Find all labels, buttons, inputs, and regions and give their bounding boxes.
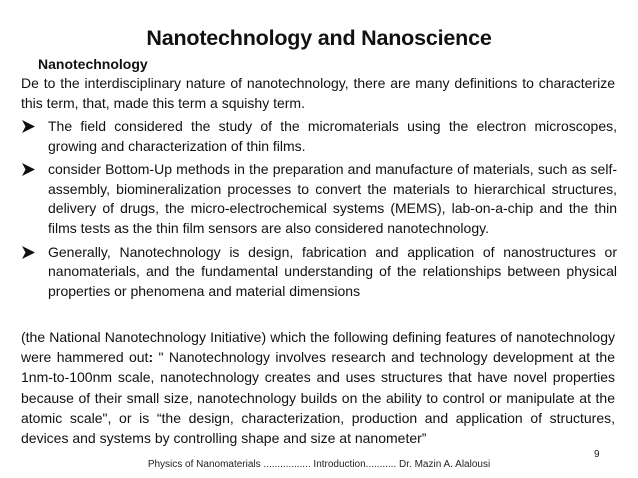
slide-title: Nanotechnology and Nanoscience: [146, 26, 492, 50]
page-number: 9: [594, 449, 600, 460]
bullet-list: [21, 117, 617, 305]
definition-paragraph: [21, 327, 615, 448]
definition-colon: :: [148, 349, 154, 366]
bullet-item: [21, 117, 617, 156]
definition-text-after: " Nanotechnology involves research and technology development at the 1nm-to-100nm scale, nanotechnology creates and uses structures that have novel properties because of their small size, nanotechnology builds on the ability to control or manipulate at the atomic scale", or is “the design, characterization, production and application of structures, devices and systems by controlling shape and size at nanometer”: [21, 349, 615, 447]
arrow-bullet-icon: [22, 120, 35, 133]
bullet-item: [21, 160, 617, 238]
intro-paragraph: De to the interdisciplinary nature of nanotechnology, there are many definitions to characterize this term, that, made this term a squishy term.: [21, 75, 615, 111]
section-heading: Nanotechnology: [38, 56, 148, 72]
footer-text: Physics of Nanomaterials ................. Introduction........... Dr. Mazin A. Alalousi: [147, 459, 491, 470]
arrow-bullet-icon: [22, 246, 35, 259]
bullet-text: The field considered the study of the micromaterials using the electron microscopes, growing and characterization of thin films.: [48, 118, 617, 154]
definition-text-before: (the National Nanotechnology Initiative) which the following defining features of nanotechnology were hammered out: [21, 329, 615, 366]
bullet-text: consider Bottom-Up methods in the preparation and manufacture of materials, such as self-assembly, biomineralization processes to convert the materials to hierarchical structures, delivery of drugs, the micro-electrochemical systems (MEMS), lab-on-a-chip and the thin films tests as the thin film sensors are also considered nanotechnology.: [48, 161, 617, 236]
bullet-text: Generally, Nanotechnology is design, fabrication and application of nanostructures or nanomaterials, and the fundamental understanding of the relationships between physical properties or phenomena and material dimensions: [48, 243, 617, 299]
bullet-item: [21, 243, 617, 302]
arrow-bullet-icon: [22, 163, 35, 176]
